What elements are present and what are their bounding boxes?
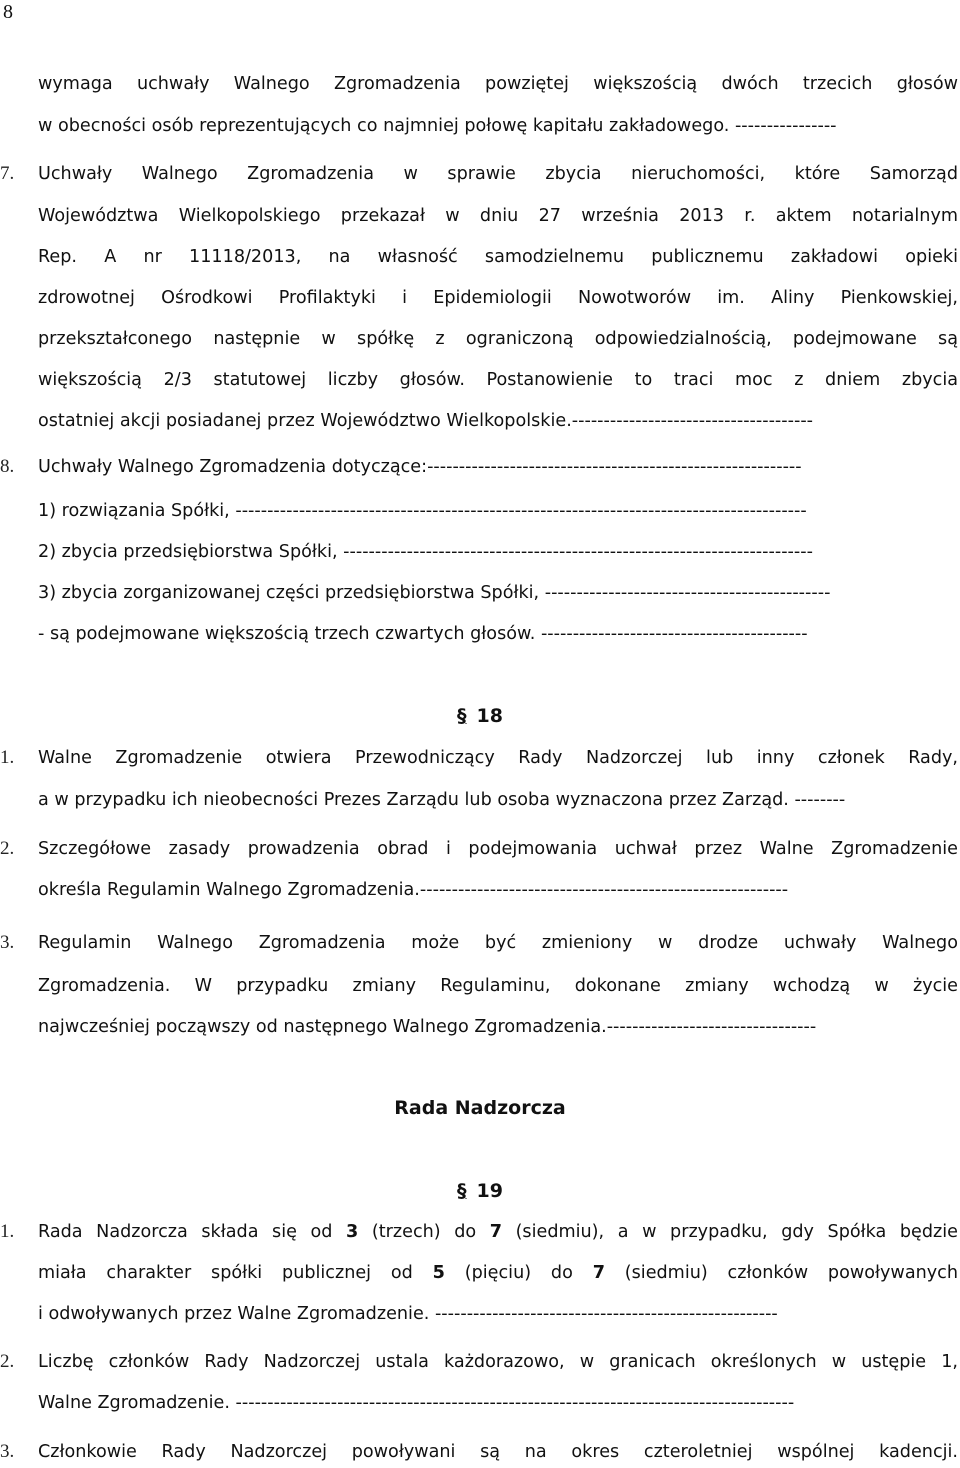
text-line: 3) zbycia zorganizowanej części przedsiębiorstwa Spółki, --------------------------------------------- xyxy=(38,583,831,603)
text-line: Regulamin Walnego Zgromadzenia może być zmieniony w drodze uchwały Walnego xyxy=(38,933,958,953)
paragraph-symbol: § xyxy=(457,1180,467,1202)
text-line: ostatniej akcji posiadanej przez Województwo Wielkopolskie.-------------------------------------- xyxy=(38,411,814,431)
text-line: przekształconego następnie w spółkę z ograniczoną odpowiedzialnością, podejmowane są xyxy=(38,329,958,349)
text-line: Walne Zgromadzenie otwiera Przewodniczący Rady Nadzorczej lub inny członek Rady, xyxy=(38,748,958,768)
text-run: miała charakter spółki publicznej od xyxy=(38,1263,433,1283)
section-heading-18 xyxy=(0,704,960,728)
text-line: i odwoływanych przez Walne Zgromadzenie. ------------------------------------------------------ xyxy=(38,1304,778,1324)
section-number: 18 xyxy=(476,705,503,727)
section-title: Rada Nadzorcza xyxy=(394,1097,566,1119)
number-bold: 7 xyxy=(592,1263,605,1283)
text-line: 1) rozwiązania Spółki, ------------------------------------------------------------------------------------------ xyxy=(38,501,807,521)
page-number: 8 xyxy=(3,1,13,23)
text-line: zdrowotnej Ośrodkowi Profilaktyki i Epidemiologii Nowotworów im. Aliny Pienkowskiej, xyxy=(38,288,958,308)
text-line: Rep. A nr 11118/2013, na własność samodzielnemu publicznemu zakładowi opieki xyxy=(38,247,958,267)
item-number: 1. xyxy=(0,747,15,768)
item-number: 3. xyxy=(0,1441,15,1462)
section-number: 19 xyxy=(476,1180,503,1202)
text-line: 2) zbycia przedsiębiorstwa Spółki, -------------------------------------------------------------------------- xyxy=(38,542,813,562)
item-number: 2. xyxy=(0,1351,15,1372)
text-run: (trzech) do xyxy=(358,1222,490,1242)
text-line: Walne Zgromadzenie. ---------------------------------------------------------------------------------------- xyxy=(38,1393,795,1413)
text-run: (siedmiu), a w przypadku, gdy Spółka będzie xyxy=(501,1222,958,1242)
text-line: a w przypadku ich nieobecności Prezes Zarządu lub osoba wyznaczona przez Zarząd. -------- xyxy=(38,790,846,810)
item-number: 1. xyxy=(0,1221,15,1242)
item-number: 3. xyxy=(0,932,15,953)
item-number: 7. xyxy=(0,163,15,184)
number-bold: 5 xyxy=(432,1263,445,1283)
text-line: większością 2/3 statutowej liczby głosów. Postanowienie to traci moc z dniem zbycia xyxy=(38,370,958,390)
item-number: 2. xyxy=(0,838,15,859)
text-line: Uchwały Walnego Zgromadzenia dotyczące:----------------------------------------------------------- xyxy=(38,457,802,477)
text-line: wymaga uchwały Walnego Zgromadzenia powziętej większością dwóch trzecich głosów xyxy=(38,74,958,94)
text-run: (pięciu) do xyxy=(444,1263,593,1283)
text-line xyxy=(38,1261,958,1285)
text-line: określa Regulamin Walnego Zgromadzenia.---------------------------------------------------------- xyxy=(38,880,789,900)
text-line: Liczbę członków Rady Nadzorczej ustala każdorazowo, w granicach określonych w ustępie 1, xyxy=(38,1352,958,1372)
text-line: Województwa Wielkopolskiego przekazał w dniu 27 września 2013 r. aktem notarialnym xyxy=(38,206,958,226)
number-bold: 3 xyxy=(346,1222,359,1242)
text-run: (siedmiu) członków powoływanych xyxy=(604,1263,958,1283)
item-number: 8. xyxy=(0,456,15,477)
text-line: w obecności osób reprezentujących co najmniej połowę kapitału zakładowego. ---------------- xyxy=(38,116,837,136)
number-bold: 7 xyxy=(489,1222,502,1242)
section-heading-19 xyxy=(0,1179,960,1203)
paragraph-symbol: § xyxy=(457,705,467,727)
text-line: Uchwały Walnego Zgromadzenia w sprawie zbycia nieruchomości, które Samorząd xyxy=(38,164,958,184)
text-line: najwcześniej począwszy od następnego Walnego Zgromadzenia.--------------------------------- xyxy=(38,1017,817,1037)
text-line: Szczegółowe zasady prowadzenia obrad i podejmowania uchwał przez Walne Zgromadzenie xyxy=(38,839,958,859)
text-line xyxy=(38,1220,958,1244)
text-line: - są podejmowane większością trzech czwartych głosów. ------------------------------------------ xyxy=(38,624,808,644)
text-line: Zgromadzenia. W przypadku zmiany Regulaminu, dokonane zmiany wchodzą w życie xyxy=(38,976,958,996)
text-line: Członkowie Rady Nadzorczej powoływani są na okres czteroletniej wspólnej kadencji. xyxy=(38,1442,958,1462)
text-run: Rada Nadzorcza składa się od xyxy=(38,1222,347,1242)
